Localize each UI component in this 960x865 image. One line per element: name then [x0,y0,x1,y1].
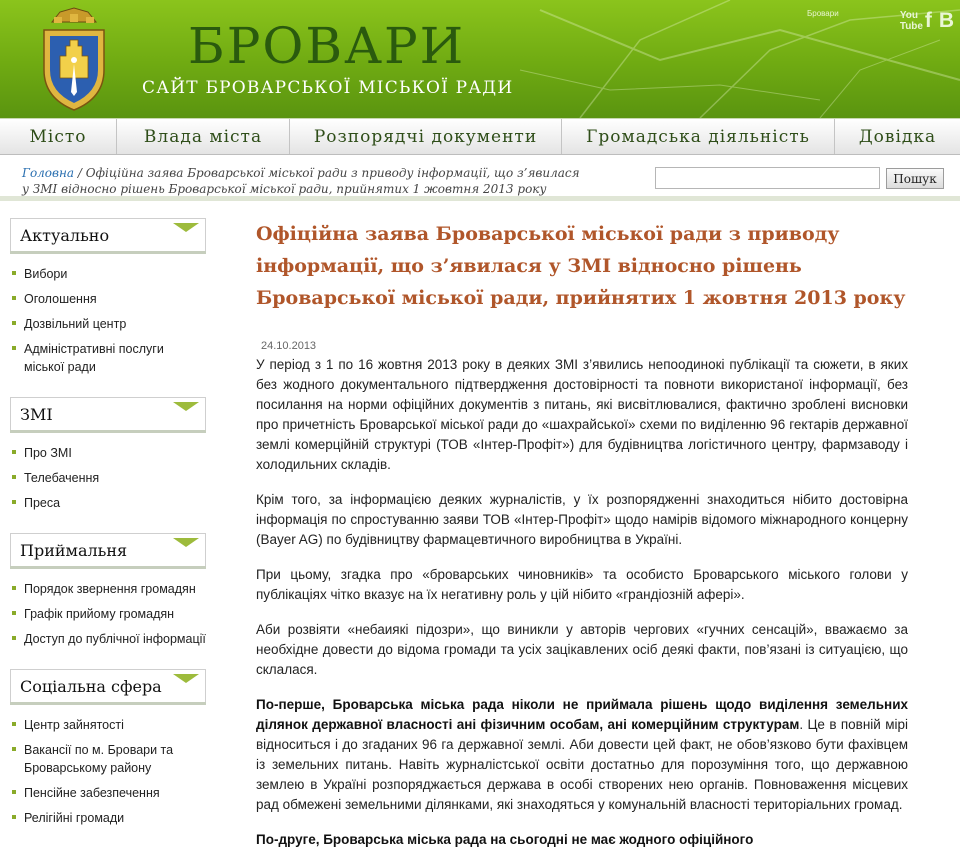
sidebar-box-title [10,533,206,566]
article-date: 24.10.2013 [261,340,317,352]
nav-item-documents[interactable]: Розпорядчі документи [290,119,562,154]
breadcrumb-separator: / [74,166,86,180]
breadcrumb-home-link[interactable]: Головна [22,166,75,180]
coat-of-arms-logo [38,8,110,112]
sidebar-link-public-info-access[interactable]: Доступ до публічної інформації [10,628,206,650]
breadcrumb [22,165,582,197]
sidebar-box-title [10,397,206,430]
article-paragraph: При цьому, згадка про «броварських чиновників» та особисто Броварського міського голови у публікаціях чітко вказує на їх негативну роль у цій нібито «грандіозній афері». [256,567,908,602]
article-body [256,355,908,850]
sidebar-box-title [10,218,206,251]
vkontakte-icon[interactable]: B [938,9,954,32]
sidebar-link-religious[interactable]: Релігійні громади [10,807,206,829]
nav-item-city-authority[interactable]: Влада міста [117,119,290,154]
breadcrumb-current: Офіційна заява Броварської міської ради з приводу інформації, що з’явилася у ЗМІ відносно рішень Броварської міської ради, прийнятих 1 жовтня 2013 року [22,166,580,196]
sidebar-box-actual [10,218,206,383]
youtube-icon[interactable]: You Tube [899,10,923,32]
sidebar-link-appeal-procedure[interactable]: Порядок звернення громадян [10,578,206,600]
article-paragraph [256,695,908,815]
triangle-down-icon [173,402,199,411]
sidebar-link-television[interactable]: Телебачення [10,467,206,489]
sidebar-box-title-text: Соціальна сфера [20,677,162,696]
search-button[interactable]: Пошук [886,168,944,189]
sidebar-link-vacancies[interactable]: Вакансії по м. Бровари та Броварському району [10,739,206,779]
sidebar-link-admin-services[interactable]: Адміністративні послуги міської ради [10,338,206,378]
triangle-down-icon [173,538,199,547]
nav-item-reference[interactable]: Довідка [858,126,937,147]
article [256,218,908,865]
facebook-icon[interactable]: f [924,9,932,32]
header-divider [0,196,960,201]
search-input[interactable] [655,167,880,189]
triangle-down-icon [173,674,199,683]
sidebar-box-social [10,669,206,834]
triangle-down-icon [173,223,199,232]
sidebar-box-title-text: Актуально [20,226,110,245]
social-links [900,10,954,32]
sidebar-box-title-text: Приймальня [20,541,128,560]
site-header [0,0,960,118]
main-nav [0,118,960,155]
sidebar-box-title [10,669,206,702]
nav-item-city[interactable]: Місто [0,119,117,154]
article-title: Офіційна заява Броварської міської ради з приводу інформації, що з’явилася у ЗМІ відносно рішень Броварської міської ради, прийнятих 1 жовтня 2013 року [256,223,906,309]
sidebar-link-elections[interactable]: Вибори [10,263,206,285]
sidebar-link-pensions[interactable]: Пенсійне забезпечення [10,782,206,804]
sidebar-link-permit-center[interactable]: Дозвільний центр [10,313,206,335]
sidebar-box-reception [10,533,206,655]
sidebar-link-employment-center[interactable]: Центр зайнятості [10,714,206,736]
site-title: БРОВАРИ [188,17,466,75]
site-subtitle: САЙТ БРОВАРСЬКОЇ МІСЬКОЇ РАДИ [142,78,514,98]
article-bold-text: По-друге, Броварська міська рада на сьогодні не має жодного офіційного [256,832,754,847]
article-paragraph: Аби розвіяти «небаиякі підозри», що виникли у авторів чергових «гучних сенсацій», вважаємо за необхідне довести до відома громади та усіх зацікавлених осіб деякі факти, пов’язані із ситуацією, що склалася. [256,622,908,677]
sidebar-link-reception-schedule[interactable]: Графік прийому громадян [10,603,206,625]
map-city-label: Бровари [807,9,839,18]
nav-item-public-activity[interactable]: Громадська діяльність [562,119,835,154]
sidebar-box-media [10,397,206,519]
sidebar [10,218,206,848]
article-text: . Це в повній мірі відноситься і до згаданих 96 га державної землі. Аби довести цей факт, не обов’язково бути фахівцем із земельних питань. Навіть журналістської освіти достатньо для порозуміння того, що державною землею в Україні розпоряджається держава в особі створених нею органів. Повноваження місцевих рад обмежені земельними ділянками, які знаходяться у комунальній власності територіальних громад. [256,717,909,812]
map-background [520,0,960,118]
sidebar-link-announcements[interactable]: Оголошення [10,288,206,310]
article-bold-text: По-перше, Броварська міська рада ніколи не приймала рішень щодо виділення земельних ділянок державної власності ані фізичним особам, ані комерційним структурам [256,697,908,732]
sidebar-link-about-media[interactable]: Про ЗМІ [10,442,206,464]
sidebar-link-press[interactable]: Преса [10,492,206,514]
article-paragraph [256,830,908,850]
article-paragraph: У період з 1 по 16 жовтня 2013 року в деяких ЗМІ з’явились непоодинокі публікації та сюжети, в яких без жодного документального підтвердження достовірності та повноти використаної інформації, без посилання на норми офіційних документів з питань, які висвітлювалися, фактично зроблені висновки про причетність Броварської міської ради до «шахрайської» схеми по виділенню 96 гектарів державної землі комерційній структурі (ТОВ «Інтер-Профіт») для будівництва логістичного центру, фармзаводу і холодильних складів. [256,357,908,472]
sidebar-box-title-text: ЗМІ [20,405,53,424]
article-paragraph: Крім того, за інформацією деяких журналістів, у їх розпорядженні знаходиться нібито достовірна інформація по спростуванню заяви ТОВ «Інтер-Профіт» щодо намірів відомого міжнародного концерну (Bayer AG) по будівництву фармацевтичного виробництва в Україні. [256,492,908,547]
